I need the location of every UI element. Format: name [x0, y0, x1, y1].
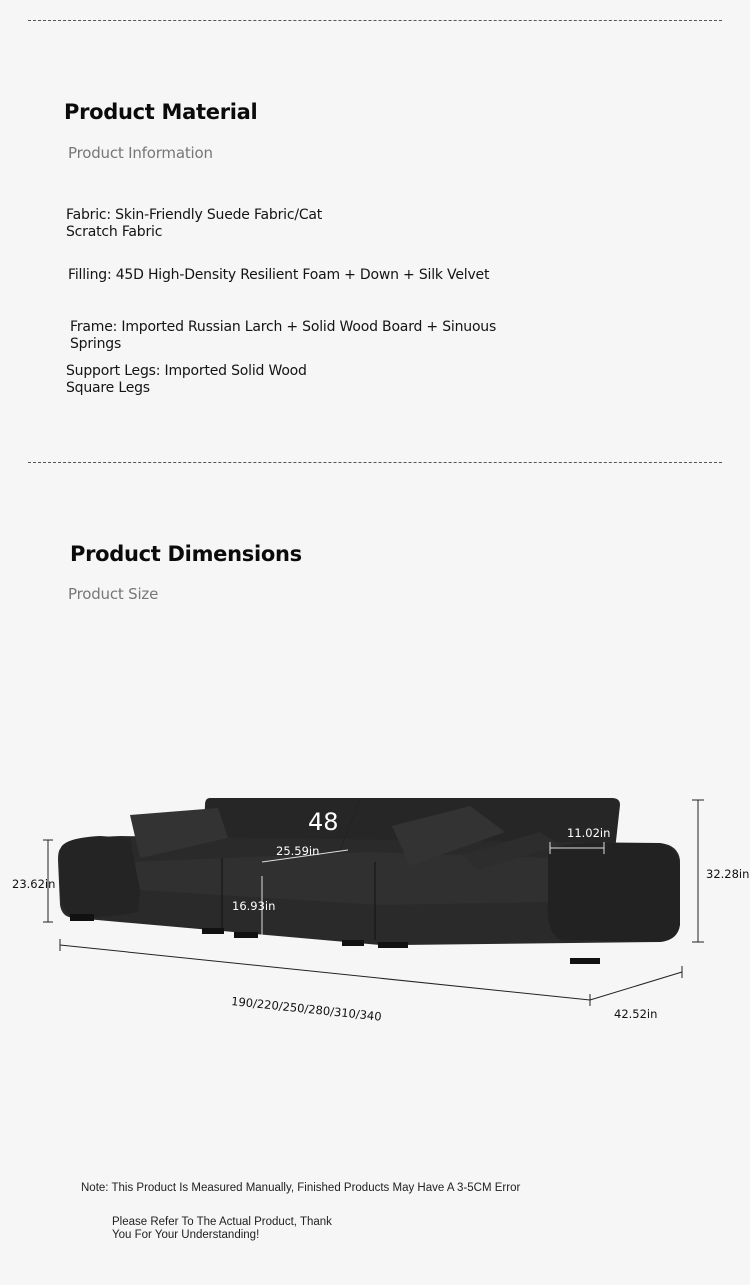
dimensions-title: Product Dimensions: [70, 542, 302, 566]
material-subtitle: Product Information: [68, 144, 213, 162]
middle-divider: [28, 462, 722, 463]
sofa-right-arm: [548, 843, 681, 942]
seat-height-label: 16.93in: [232, 899, 276, 913]
sofa-leg: [202, 928, 224, 934]
top-divider: [28, 20, 722, 21]
spec-fabric: Fabric: Skin-Friendly Suede Fabric/Cat Scratch Fabric: [66, 207, 323, 240]
armrest-width-label: 11.02in: [567, 826, 611, 840]
spec-support-legs: Support Legs: Imported Solid Wood Square Legs: [66, 363, 307, 396]
length-line: [60, 945, 590, 1000]
sofa-leg: [70, 914, 94, 921]
sofa-left-arm: [60, 836, 140, 917]
sofa-leg: [570, 958, 600, 964]
material-title: Product Material: [64, 100, 258, 124]
total-height-label: 32.28in: [706, 867, 750, 881]
spec-filling: Filling: 45D High-Density Resilient Foam + Down + Silk Velvet: [68, 267, 490, 283]
arm-height-label: 23.62in: [12, 877, 56, 891]
measurement-note: Note: This Product Is Measured Manually, Finished Products May Have A 3-5CM Error: [81, 1182, 521, 1194]
sofa-dimension-diagram: [0, 780, 750, 1040]
depth-label: 42.52in: [614, 1007, 658, 1021]
sofa-leg: [234, 932, 258, 938]
spec-frame: Frame: Imported Russian Larch + Solid Wood Board + Sinuous Springs: [70, 319, 497, 352]
length-label: 190/220/250/280/310/340: [230, 994, 383, 1024]
sofa-leg: [378, 942, 408, 948]
thanks-note: Please Refer To The Actual Product, Thank You For Your Understanding!: [112, 1216, 332, 1241]
depth-line: [590, 972, 682, 1000]
backrest-depth-label: 48: [308, 808, 339, 836]
dimensions-subtitle: Product Size: [68, 585, 159, 603]
sofa-leg: [342, 940, 364, 946]
seat-depth-label: 25.59in: [276, 844, 320, 858]
